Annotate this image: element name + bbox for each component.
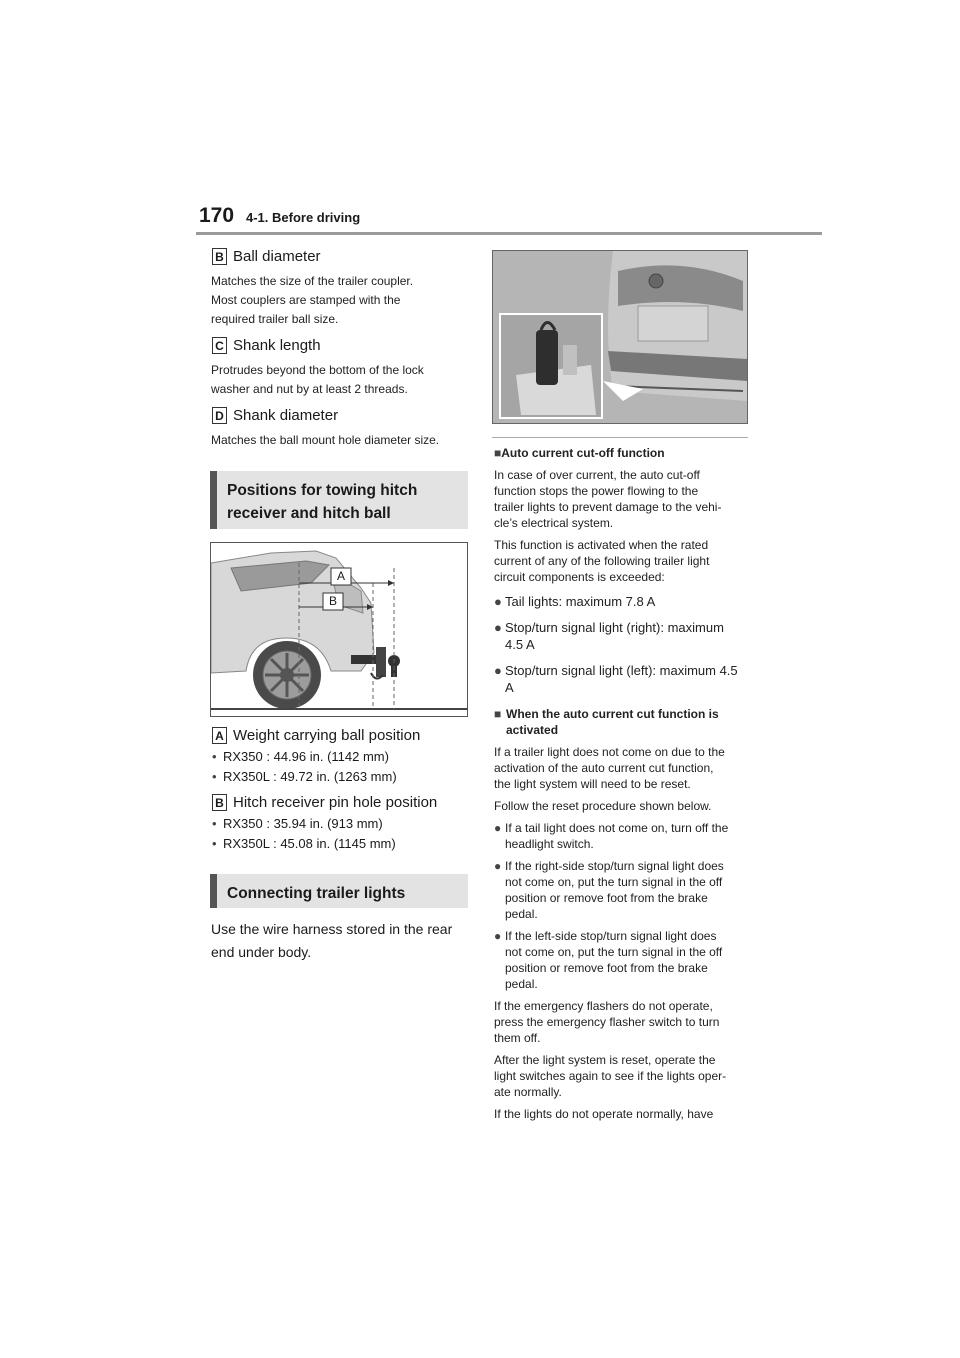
hitch-position-illustration <box>210 542 468 717</box>
reset-step: ● If the right-side stop/turn signal light does not come on, put the turn signal in the off position or remove foot from the brake pedal. <box>494 859 724 921</box>
section-title: 4-1. Before driving <box>246 210 361 225</box>
position-list-ball: • RX350 : 44.96 in. (1142 mm) • RX350L : 49.72 in. (1263 mm) <box>212 749 397 784</box>
header-rule <box>196 232 822 235</box>
harness-inset <box>499 313 603 419</box>
section-heading-positions: Positions for towing hitch receiver and hitch ball <box>210 471 468 529</box>
callout-b: B <box>328 594 337 608</box>
item-title-shank-length: Shank length <box>233 337 321 354</box>
section-heading-trailer-lights: Connecting trailer lights <box>210 874 468 908</box>
activated-heading: ■ When the auto current cut function is activated <box>494 707 719 737</box>
badge-c: C <box>212 337 227 354</box>
auto-cutoff-para-1: In case of over current, the auto cut-off function stops the power flowing to the trailer lights to prevent damage to the vehi- cle’s electrical system. <box>494 468 722 530</box>
position-list-pin: • RX350 : 35.94 in. (913 mm) • RX350L : 45.08 in. (1145 mm) <box>212 816 396 851</box>
activated-para-2: Follow the reset procedure shown below. <box>494 799 712 813</box>
reset-step: ● If the left-side stop/turn signal light does not come on, put the turn signal in the off position or remove foot from the brake pedal. <box>494 929 723 991</box>
auto-cutoff-para-2: This function is activated when the rated current of any of the following trailer light circuit components is exceeded: <box>494 538 710 584</box>
badge-b-position: B <box>212 794 227 811</box>
item-title-ball-diameter: Ball diameter <box>233 248 321 265</box>
auto-cutoff-heading: Auto current cut-off function <box>501 446 665 460</box>
item-desc-shank-diameter: Matches the ball mount hole diameter size. <box>211 433 440 447</box>
photo-divider <box>492 437 748 438</box>
auto-cutoff-section: ■Auto current cut-off function In case of over current, the auto cut-off function stops the power flowing to the trailer lights to prevent damage to the vehi- cle’s electrical system. This function is activated when the rated current of any of the following trailer light circuit components is exceeded: ● Tail lights: maximum 7.8 A ● Stop/turn signal light (right): maximum 4.5 A ● Stop/turn signal light (left): maximum 4.5 A ■ When the auto current cut function is activated If a trailer light does not come on due to the activation of the auto current cut function, the light system will need to be reset. Follow the reset procedure shown below. ● If a tail light does not come on, turn off the headlight switch. ● If the right-side stop/turn signal light does not come on, put the turn signal in the off position or remove foot from the brake pedal. ● If the left-side stop/turn signal light does not come on, put the turn signal in the off position or remove foot from the brake pedal. If the emergency flashers do not operate, press the emergency flasher switch to turn them off. After the light system is reset, operate the light switches again to see if the lights oper- ate normally. If the lights do not operate normally, have <box>494 445 752 1122</box>
limit-item: ● Stop/turn signal light (right): maximum 4.5 A <box>494 620 724 652</box>
harness-note: Use the wire harness stored in the rear end under body. <box>211 921 453 960</box>
badge-a: A <box>212 727 227 744</box>
reset-step: ● If a tail light does not come on, turn off the headlight switch. <box>494 821 729 851</box>
activated-para-4: After the light system is reset, operate the light switches again to see if the lights oper- ate normally. <box>494 1053 727 1099</box>
activated-para-5: If the lights do not operate normally, have <box>494 1107 714 1121</box>
activated-para-3: If the emergency flashers do not operate, press the emergency flasher switch to turn them off. <box>494 999 720 1045</box>
activated-para-1: If a trailer light does not come on due to the activation of the auto current cut function, the light system will need to be reset. <box>494 745 725 791</box>
badge-d: D <box>212 407 227 424</box>
badge-b: B <box>212 248 227 265</box>
item-title-shank-diameter: Shank diameter <box>233 407 339 424</box>
position-title-ball: Weight carrying ball position <box>233 727 421 744</box>
limit-item: ● Tail lights: maximum 7.8 A <box>494 594 656 609</box>
wire-harness-photo <box>492 250 748 424</box>
item-desc-shank-length: Protrudes beyond the bottom of the lock washer and nut by at least 2 threads. <box>211 363 424 396</box>
page-number: 170 <box>199 204 235 227</box>
item-desc-ball-diameter: Matches the size of the trailer coupler. Most couplers are stamped with the required trailer ball size. <box>211 274 414 326</box>
callout-a: A <box>336 569 345 583</box>
limit-item: ● Stop/turn signal light (left): maximum 4.5 A <box>494 663 738 695</box>
harness-connector-icon <box>501 315 601 417</box>
position-title-pin: Hitch receiver pin hole position <box>233 794 438 811</box>
